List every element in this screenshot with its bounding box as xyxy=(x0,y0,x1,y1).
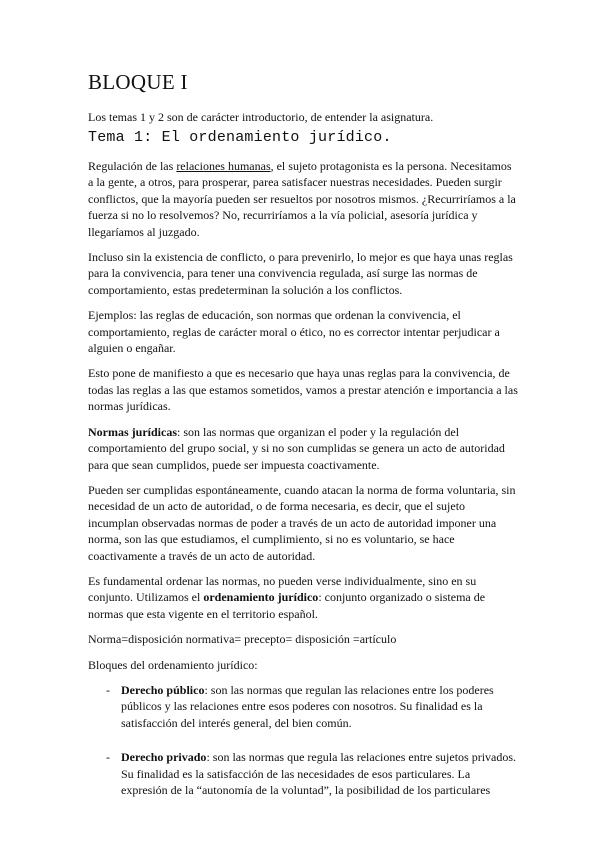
derecho-publico-text: : son las normas que regulan las relaciones entre los poderes públicos y las relaciones entre esos poderes con nosotros. Su finalidad es la satisfacción del interés general, del bien común. xyxy=(121,682,494,730)
blocks-list xyxy=(88,682,518,798)
normas-juridicas-term: Normas jurídicas xyxy=(88,424,177,439)
p5-text: : son las normas que organizan el poder y la regulación del comportamiento del grupo social, y si no son cumplidas se genera un acto de autoridad para que sean cumplidos, puede ser impuesta coactivamente. xyxy=(88,424,505,472)
derecho-privado-text: : son las normas que regula las relaciones entre sujetos privados. Su finalidad es la satisfacción de las necesidades de esos particulares. La expresión de la “autonomía de la voluntad”, la posibilidad de los particulares xyxy=(121,750,517,797)
section-heading: Tema 1: El ordenamiento jurídico. xyxy=(88,129,392,146)
derecho-privado-term: Derecho privado xyxy=(121,750,207,765)
paragraph-ordenamiento xyxy=(88,573,518,622)
paragraph-norma-equivalencias: Norma=disposición normativa= precepto= disposición =artículo xyxy=(88,632,397,647)
p1-before: Regulación de las xyxy=(88,159,177,173)
document-content xyxy=(88,70,518,816)
paragraph-ejemplos: Ejemplos: las reglas de educación, son normas que ordenan la convivencia, el comportamiento, reglas de carácter moral o ético, no es corrector intentar perjudicar a alguien o engañar. xyxy=(88,308,500,356)
paragraph-normas-juridicas xyxy=(88,424,518,473)
p7-after: : conjunto organizado o sistema de normas que esta vigente en el territorio español. xyxy=(88,590,486,621)
intro-text: Los temas 1 y 2 son de carácter introductorio, de entender la asignatura. xyxy=(88,110,434,124)
ordenamiento-juridico-term: ordenamiento jurídico xyxy=(203,590,319,605)
list-item-derecho-privado xyxy=(88,749,518,798)
paragraph-convivencia: Incluso sin la existencia de conflicto, o para prevenirlo, lo mejor es que haya unas reglas para la convivencia, para tener una convivencia regulada, así surge las normas de comportamiento, estas predeterminan la solución a los conflictos. xyxy=(88,250,513,297)
page-title: BLOQUE I xyxy=(88,70,188,94)
list-dash: - xyxy=(106,750,110,765)
list-dash: - xyxy=(106,682,110,697)
p7-before: Es fundamental ordenar las normas, no pueden verse individualmente, sino en su conjunto. Utilizamos el xyxy=(88,573,477,605)
derecho-publico-term: Derecho público xyxy=(121,682,205,697)
list-item-derecho-publico xyxy=(88,682,518,731)
paragraph-cumplimiento: Pueden ser cumplidas espontáneamente, cuando atacan la norma de forma voluntaria, sin necesidad de un acto de autoridad, o de forma necesaria, es decir, que el sujeto incumplan observadas normas de poder a través de un acto de autoridad imponer una norma, son las que estudiamos, el cumplimiento, si no es voluntario, se hace coactivamente a través de un acto de autoridad. xyxy=(88,482,516,563)
paragraph-relaciones xyxy=(88,158,518,240)
relaciones-humanas-underlined: relaciones humanas xyxy=(176,159,271,173)
p1-after: , el sujeto protagonista es la persona. Necesitamos a la gente, a otros, para prosperar, parea satisfacer nuestras necesidades. Pueden surgir conflictos, que la mayoría pueden ser resueltos por nosotros mismos. ¿Recurriríamos a la fuerza si no lo resolvemos? No, recurriríamos a la vía policial, asesoría jurídica y llegaríamos al juzgado. xyxy=(88,159,516,239)
paragraph-bloques: Bloques del ordenamiento jurídico: xyxy=(88,657,258,672)
paragraph-manifiesto: Esto pone de manifiesto a que es necesario que haya unas reglas para la convivencia, de todas las reglas a las que estamos sometidos, vamos a prestar atención e importancia a las normas jurídicas. xyxy=(88,366,518,414)
